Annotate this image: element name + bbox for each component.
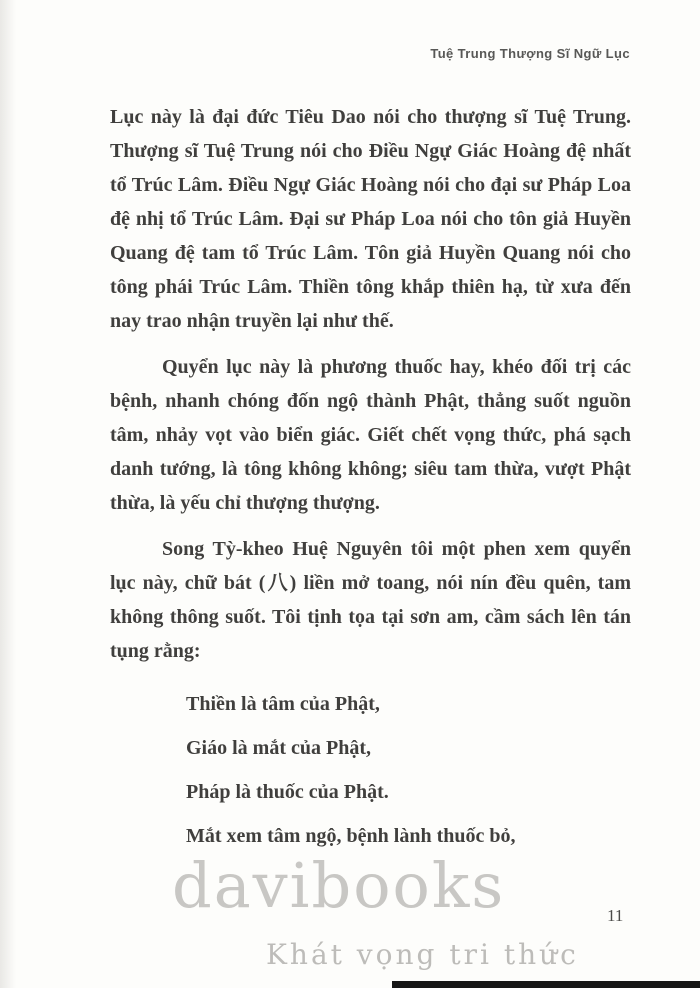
verse-block <box>186 682 631 858</box>
paragraph-lineage: Lục này là đại đức Tiêu Dao nói cho thượng sĩ Tuệ Trung. Thượng sĩ Tuệ Trung nói cho Điều Ngự Giác Hoàng đệ nhất tổ Trúc Lâm. Điều Ngự Giác Hoàng nói cho đại sư Pháp Loa đệ nhị tổ Trúc Lâm. Đại sư Pháp Loa nói cho tôn giả Huyền Quang đệ tam tổ Trúc Lâm. Tôn giả Huyền Quang nói cho tông phái Trúc Lâm. Thiền tông khắp thiên hạ, từ xưa đến nay trao nhận truyền lại như thế. <box>110 106 631 332</box>
paragraph-remedy: Quyển lục này là phương thuốc hay, khéo đối trị các bệnh, nhanh chóng đốn ngộ thành Phật, thẳng suốt nguồn tâm, nhảy vọt vào biển giác. Giết chết vọng thức, phá sạch danh tướng, là tông không không; siêu tam thừa, vượt Phật thừa, là yếu chỉ thượng thượng. <box>110 356 631 514</box>
verse-line: Pháp là thuốc của Phật. <box>186 781 389 803</box>
page-number: 11 <box>607 906 624 925</box>
watermark-brand: davibooks <box>172 849 506 922</box>
watermark-tagline: Khát vọng tri thức <box>266 938 579 971</box>
verse-line: Giáo là mắt của Phật, <box>186 737 371 759</box>
verse-line: Thiền là tâm của Phật, <box>186 693 380 715</box>
paragraph-hue-nguyen: Song Tỳ-kheo Huệ Nguyên tôi một phen xem quyển lục này, chữ bát (八) liền mở toang, nói nín đều quên, tam không thông suốt. Tôi tịnh tọa tại sơn am, cầm sách lên tán tụng rằng: <box>110 538 631 662</box>
verse-line: Mắt xem tâm ngộ, bệnh lành thuốc bỏ, <box>186 825 516 847</box>
scan-edge-bar <box>392 981 700 988</box>
running-title: Tuệ Trung Thượng Sĩ Ngữ Lục <box>430 46 630 61</box>
page-body <box>110 100 631 858</box>
